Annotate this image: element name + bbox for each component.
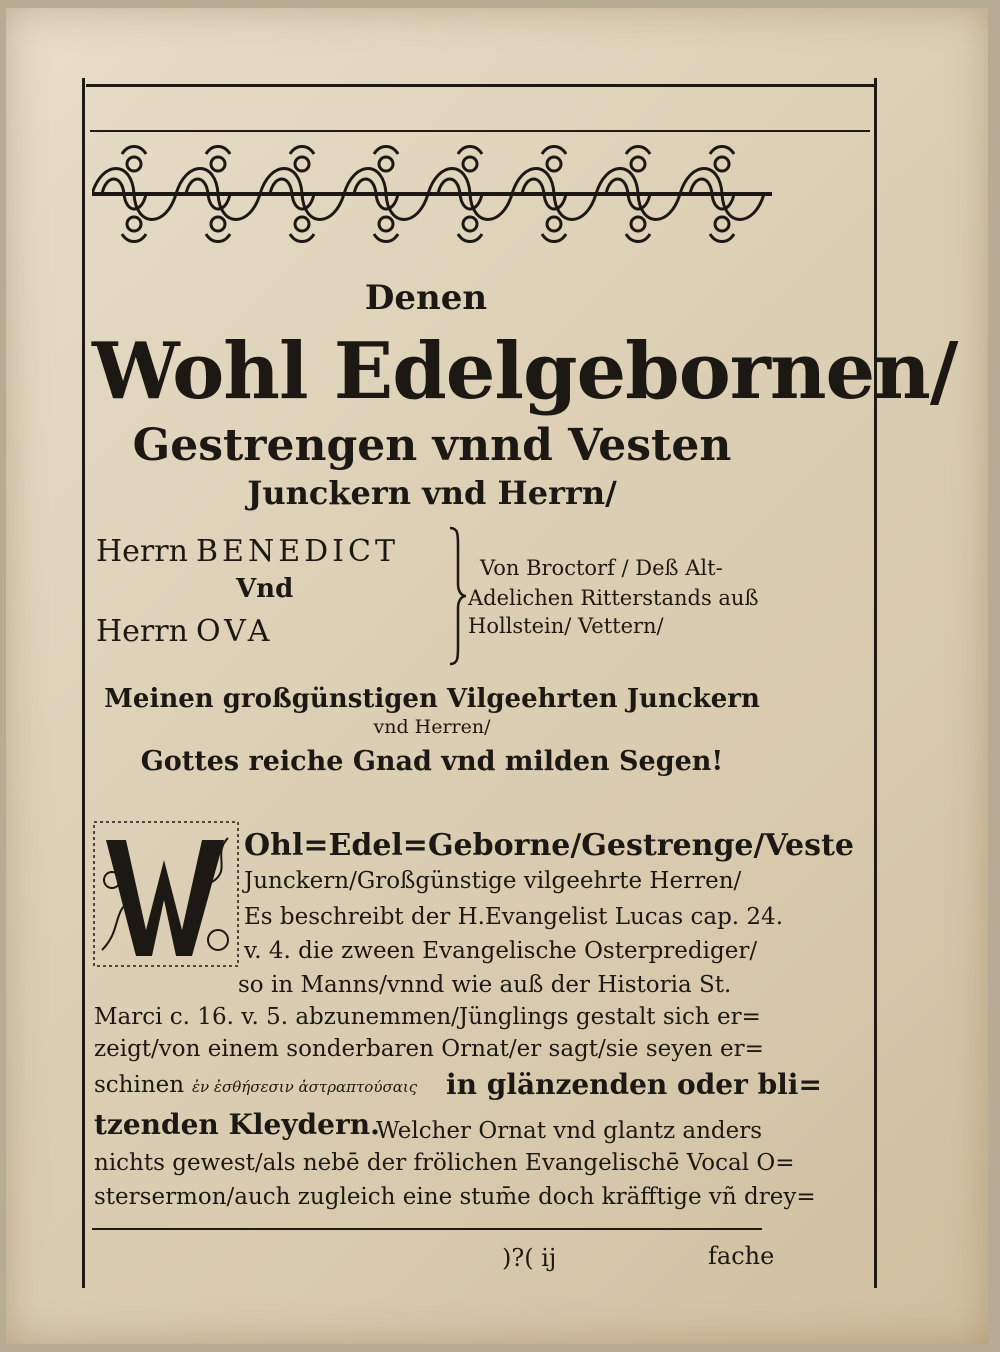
curly-brace-icon — [448, 526, 468, 666]
body-line-9-end: Welcher Ornat vnd glantz anders — [376, 1118, 763, 1144]
family-line-2: Adelichen Ritterstands auß — [468, 586, 759, 610]
frame-rule-inner — [90, 130, 870, 132]
book-page — [6, 8, 988, 1344]
heading-line2: Gestrengen vnnd Vesten — [132, 420, 732, 471]
addressee-name-1: BENEDICT — [196, 534, 399, 569]
salutation-line-3: Gottes reiche Gnad vnd milden Segen! — [140, 746, 724, 777]
frame-rule-bottom — [92, 1228, 762, 1230]
family-line-1: Von Broctorf / Deß Alt- — [480, 556, 723, 580]
body-line-8-start: schinen — [94, 1072, 185, 1098]
addressee-title-1: Herrn — [96, 534, 188, 569]
body-line-4: v. 4. die zween Evangelische Osterprediger/ — [244, 938, 758, 964]
addressee-title-2: Herrn — [96, 614, 188, 649]
body-line-7: zeigt/von einem sonderbaren Ornat/er sagt/sie seyen er= — [94, 1036, 764, 1062]
family-line-3: Hollstein/ Vettern/ — [468, 614, 664, 638]
addressee-name-2: OVA — [196, 614, 274, 649]
body-line-11: stersermon/auch zugleich eine stum̄e doch kräfftige vñ drey= — [94, 1184, 816, 1210]
ornament-headpiece — [92, 140, 772, 248]
body-line-6: Marci c. 16. v. 5. abzunemmen/Jünglings gestalt sich er= — [94, 1004, 761, 1030]
heading-denen: Denen — [364, 278, 488, 318]
catchword: fache — [708, 1242, 775, 1270]
addressee-conjunction: Vnd — [236, 574, 294, 604]
heading-main: Wohl Edelgebornen/ — [92, 326, 958, 417]
frame-rule-left — [82, 78, 85, 1288]
body-line-2: Junckern/Großgünstige vilgeehrte Herren/ — [244, 868, 742, 894]
body-line-8-greek: ἐν ἐσθήσεσιν ἀστραπτούσαις — [192, 1078, 418, 1096]
body-line-8-end: in glänzenden oder bli= — [446, 1068, 822, 1101]
signature-mark: )?( ij — [502, 1244, 557, 1272]
body-line-3: Es beschreibt der H.Evangelist Lucas cap. 24. — [244, 904, 784, 930]
frame-rule-top — [86, 84, 876, 87]
frame-rule-right — [874, 78, 877, 1288]
body-line-5: so in Manns/vnnd wie auß der Historia St. — [238, 972, 732, 998]
body-line-9-start: tzenden Kleydern. — [94, 1108, 380, 1141]
body-line-1: Ohl=Edel=Geborne/Gestrenge/Veste — [244, 828, 854, 863]
heading-line3: Junckern vnd Herrn/ — [247, 474, 617, 512]
body-line-10: nichts gewest/als nebē der frölichen Evangelischē Vocal O= — [94, 1150, 795, 1176]
decorated-initial-w-icon — [92, 820, 240, 968]
salutation-line-1: Meinen großgünstigen Vilgeehrten Junckern — [104, 684, 760, 714]
salutation-line-2: vnd Herren/ — [373, 716, 491, 738]
